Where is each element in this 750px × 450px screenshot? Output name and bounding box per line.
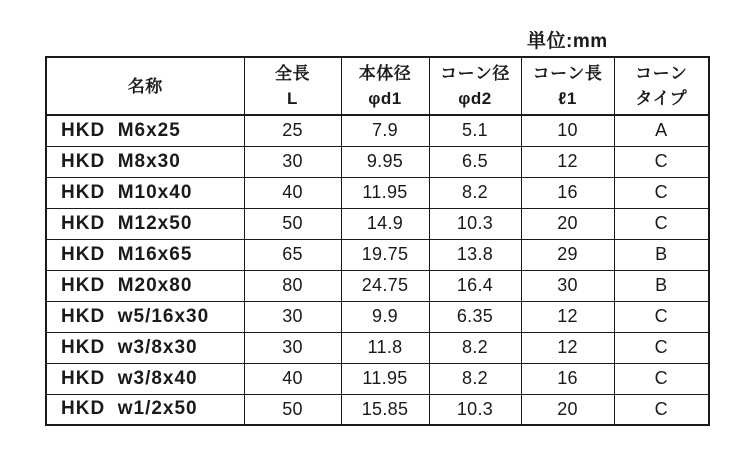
- cell-name: HKD M12x50: [46, 208, 244, 239]
- cell-cone-length: 20: [521, 208, 614, 239]
- cell-cone-length: 30: [521, 270, 614, 301]
- col-header-cone-length: [521, 57, 614, 115]
- cell-total-length: 65: [244, 239, 341, 270]
- cell-cone-diameter: 6.35: [429, 301, 521, 332]
- cell-cone-diameter: 13.8: [429, 239, 521, 270]
- table-row: [46, 363, 709, 394]
- col-header-total-length: [244, 57, 341, 115]
- cell-cone-diameter: 8.2: [429, 332, 521, 363]
- table-body: [46, 115, 709, 425]
- table-row: [46, 394, 709, 425]
- cell-cone-type: C: [614, 363, 709, 394]
- col-header-cone-type-line2: タイプ: [635, 89, 688, 108]
- cell-cone-type: C: [614, 177, 709, 208]
- cell-body-diameter: 9.9: [341, 301, 429, 332]
- cell-cone-type: C: [614, 208, 709, 239]
- unit-label: 単位:mm: [527, 31, 608, 52]
- cell-cone-type: B: [614, 270, 709, 301]
- cell-total-length: 30: [244, 332, 341, 363]
- cell-total-length: 50: [244, 394, 341, 425]
- cell-total-length: 30: [244, 146, 341, 177]
- cell-total-length: 40: [244, 177, 341, 208]
- table-row: [46, 208, 709, 239]
- cell-name: HKD M6x25: [46, 115, 244, 146]
- cell-cone-diameter: 6.5: [429, 146, 521, 177]
- table-row: [46, 177, 709, 208]
- cell-cone-length: 12: [521, 146, 614, 177]
- cell-cone-type: C: [614, 332, 709, 363]
- col-header-total-length-line1: 全長: [275, 64, 310, 83]
- col-header-cone-type-line1: コーン: [635, 64, 688, 83]
- cell-name: HKD w3/8x30: [46, 332, 244, 363]
- cell-cone-type: C: [614, 146, 709, 177]
- cell-cone-diameter: 8.2: [429, 363, 521, 394]
- cell-cone-length: 12: [521, 301, 614, 332]
- col-header-name-line1: 名称: [127, 76, 163, 96]
- cell-name: HKD M16x65: [46, 239, 244, 270]
- cell-body-diameter: 9.95: [341, 146, 429, 177]
- col-header-total-length-line2: L: [287, 89, 298, 108]
- col-header-cone-length-line1: コーン長: [532, 64, 603, 83]
- col-header-cone-diameter-line2: φd2: [458, 89, 492, 108]
- cell-cone-diameter: 5.1: [429, 115, 521, 146]
- cell-body-diameter: 11.8: [341, 332, 429, 363]
- table-row: [46, 146, 709, 177]
- col-header-body-diameter-line2: φd1: [368, 89, 402, 108]
- spec-table: [45, 56, 710, 426]
- cell-cone-diameter: 10.3: [429, 394, 521, 425]
- cell-body-diameter: 11.95: [341, 363, 429, 394]
- col-header-cone-diameter-line1: コーン径: [440, 64, 510, 83]
- cell-body-diameter: 24.75: [341, 270, 429, 301]
- cell-cone-length: 16: [521, 363, 614, 394]
- cell-cone-diameter: 8.2: [429, 177, 521, 208]
- table-row: [46, 115, 709, 146]
- cell-total-length: 25: [244, 115, 341, 146]
- cell-total-length: 30: [244, 301, 341, 332]
- cell-cone-type: A: [614, 115, 709, 146]
- cell-total-length: 50: [244, 208, 341, 239]
- cell-cone-type: C: [614, 394, 709, 425]
- table-row: [46, 332, 709, 363]
- col-header-cone-length-line2: ℓ1: [558, 89, 577, 108]
- cell-body-diameter: 15.85: [341, 394, 429, 425]
- cell-body-diameter: 7.9: [341, 115, 429, 146]
- cell-total-length: 40: [244, 363, 341, 394]
- col-header-body-diameter-line1: 本体径: [358, 64, 412, 83]
- cell-cone-diameter: 16.4: [429, 270, 521, 301]
- col-header-cone-type: [614, 57, 709, 115]
- col-header-body-diameter: [341, 57, 429, 115]
- cell-cone-length: 16: [521, 177, 614, 208]
- cell-cone-type: B: [614, 239, 709, 270]
- cell-cone-length: 29: [521, 239, 614, 270]
- cell-cone-length: 12: [521, 332, 614, 363]
- cell-total-length: 80: [244, 270, 341, 301]
- table-row: [46, 301, 709, 332]
- cell-cone-diameter: 10.3: [429, 208, 521, 239]
- cell-name: HKD M10x40: [46, 177, 244, 208]
- cell-name: HKD M8x30: [46, 146, 244, 177]
- cell-cone-type: C: [614, 301, 709, 332]
- header-row: [46, 57, 709, 115]
- cell-body-diameter: 11.95: [341, 177, 429, 208]
- cell-cone-length: 20: [521, 394, 614, 425]
- cell-body-diameter: 19.75: [341, 239, 429, 270]
- cell-cone-length: 10: [521, 115, 614, 146]
- cell-name: HKD M20x80: [46, 270, 244, 301]
- cell-body-diameter: 14.9: [341, 208, 429, 239]
- table-header: [46, 57, 709, 115]
- col-header-cone-diameter: [429, 57, 521, 115]
- table-row: [46, 239, 709, 270]
- table-row: [46, 270, 709, 301]
- cell-name: HKD w1/2x50: [46, 394, 244, 425]
- col-header-name: [46, 57, 244, 115]
- cell-name: HKD w5/16x30: [46, 301, 244, 332]
- cell-name: HKD w3/8x40: [46, 363, 244, 394]
